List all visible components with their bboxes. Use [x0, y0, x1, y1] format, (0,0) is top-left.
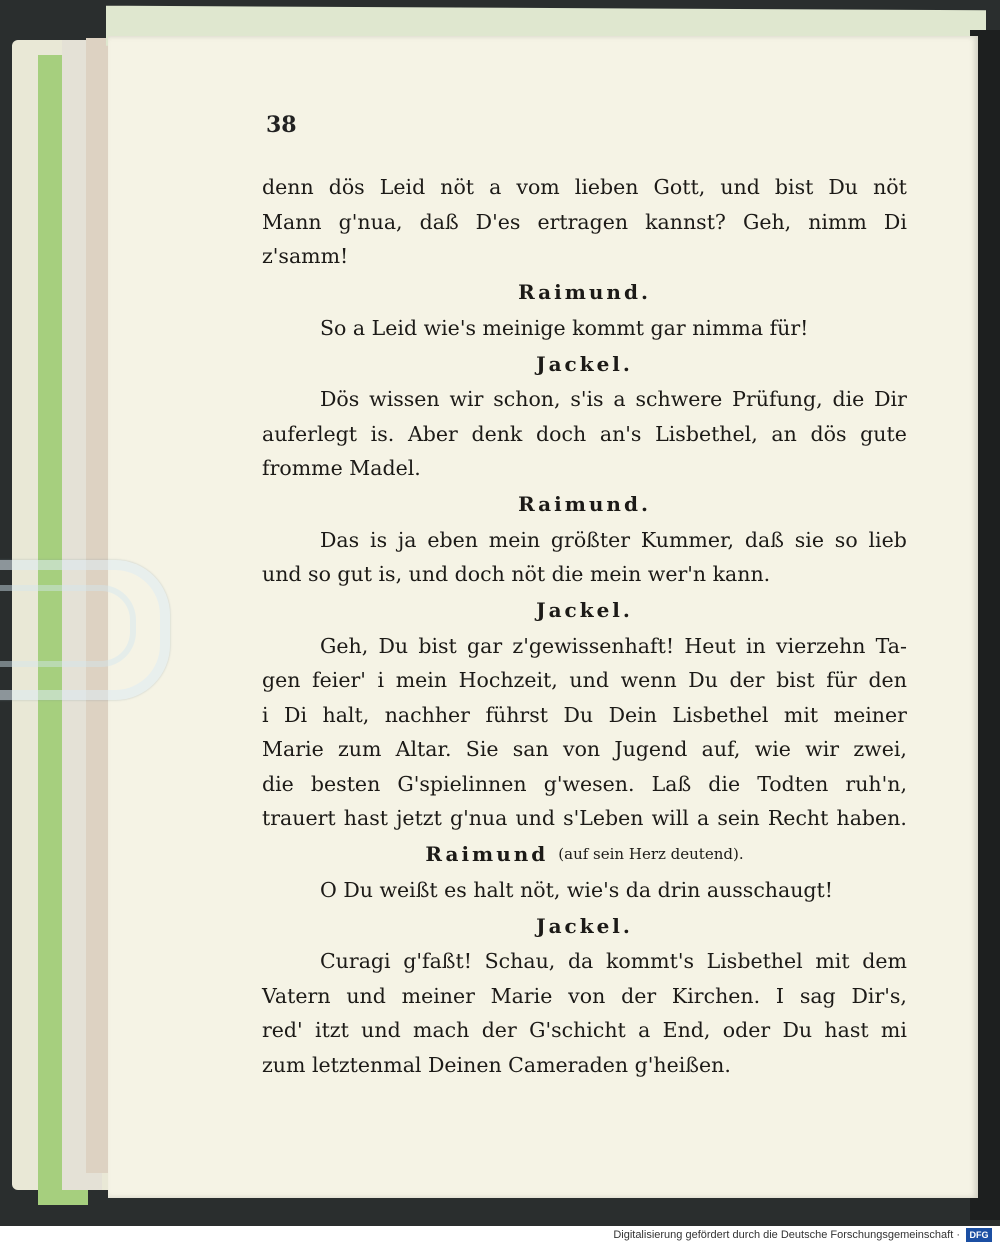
- word: nimm: [808, 209, 867, 234]
- word: und: [515, 806, 556, 831]
- word: sein: [717, 806, 760, 831]
- text-line: [262, 629, 907, 664]
- page-number: 38: [266, 112, 297, 138]
- speaker-heading: [262, 345, 907, 382]
- word: i: [377, 668, 385, 693]
- word: Kummer,: [640, 527, 735, 552]
- word: an's: [599, 421, 642, 446]
- speaker-heading: [262, 486, 907, 523]
- word: Recht: [767, 806, 829, 831]
- word: Curagi: [320, 949, 391, 974]
- speaker-name: Raimund: [425, 842, 549, 866]
- word: zum: [337, 737, 382, 762]
- word: jetzt: [396, 806, 442, 831]
- word: Jugend: [614, 737, 688, 762]
- text-line: [262, 1013, 907, 1048]
- word: mi: [880, 1018, 907, 1043]
- word: vierzehn: [776, 633, 866, 658]
- word: Prüfung,: [732, 387, 823, 412]
- word: wir: [449, 387, 484, 412]
- word: s'is: [570, 387, 604, 412]
- word: Ta-: [875, 633, 907, 658]
- word: hast: [343, 806, 388, 831]
- word: Du: [782, 1018, 813, 1043]
- word: Lisbethel: [672, 702, 769, 727]
- word: die: [262, 771, 294, 796]
- speaker-heading: [262, 592, 907, 629]
- page-clip-inner: [0, 585, 136, 667]
- word: denk: [471, 421, 523, 446]
- word: schon,: [493, 387, 561, 412]
- word: Dös: [320, 387, 360, 412]
- word: von: [568, 983, 606, 1008]
- word: Das: [320, 527, 360, 552]
- word: und: [361, 1018, 401, 1043]
- text-line: [262, 698, 907, 733]
- word: die: [708, 771, 741, 796]
- text-line: [262, 382, 907, 417]
- text-line: [262, 417, 907, 452]
- word: Kirchen.: [671, 983, 761, 1008]
- word: gen: [262, 668, 301, 693]
- word: Du: [688, 668, 718, 693]
- dfg-logo: DFG: [966, 1228, 992, 1242]
- word: Du: [378, 633, 409, 658]
- text-line: [262, 170, 907, 205]
- word: z'gewissenhaft!: [512, 633, 675, 658]
- word: End,: [662, 1018, 711, 1043]
- word: an: [771, 421, 797, 446]
- word: bist: [418, 633, 457, 658]
- word: Di: [284, 702, 308, 727]
- footer-credit: Digitalisierung gefördert durch die Deutsche Forschungsgemeinschaft ·: [613, 1229, 960, 1241]
- word: Du: [563, 702, 594, 727]
- word: größter: [550, 527, 631, 552]
- word: Dein: [608, 702, 657, 727]
- text-line: fromme Madel.: [262, 456, 421, 481]
- word: G'schicht: [529, 1018, 626, 1043]
- word: trauert: [262, 806, 336, 831]
- word: wenn: [620, 668, 677, 693]
- text-line: und so gut is, und doch nöt die mein wer'n kann.: [262, 562, 771, 587]
- word: und: [569, 668, 609, 693]
- word: Geh,: [320, 633, 369, 658]
- speaker-heading: [262, 907, 907, 944]
- word: G'spielinnen: [397, 771, 527, 796]
- word: doch: [536, 421, 587, 446]
- word: vom: [516, 175, 560, 200]
- word: daß: [744, 527, 784, 552]
- text-line: [262, 663, 907, 698]
- word: Leid: [379, 175, 426, 200]
- word: Marie: [262, 737, 324, 762]
- word: von: [562, 737, 601, 762]
- word: hast: [824, 1018, 869, 1043]
- word: Hochzeit,: [458, 668, 558, 693]
- word: s'Leben: [563, 806, 644, 831]
- word: red': [262, 1018, 303, 1043]
- word: führst: [485, 702, 548, 727]
- word: wie: [754, 737, 791, 762]
- word: g'nua,: [338, 209, 403, 234]
- speaker-name: Raimund.: [518, 280, 651, 304]
- word: will: [651, 806, 689, 831]
- word: kommt's: [605, 949, 694, 974]
- speaker-heading: [262, 836, 907, 873]
- word: sie: [794, 527, 824, 552]
- word: a: [613, 387, 626, 412]
- word: a: [489, 175, 502, 200]
- word: der: [481, 1018, 517, 1043]
- word: meiner: [833, 702, 907, 727]
- word: für: [826, 668, 857, 693]
- word: bist: [776, 668, 815, 693]
- word: D'es: [475, 209, 521, 234]
- text-line: [262, 205, 907, 240]
- word: a: [696, 806, 710, 831]
- word: in: [746, 633, 766, 658]
- word: der: [621, 983, 657, 1008]
- word: Schau,: [484, 949, 556, 974]
- text-line: z'samm!: [262, 244, 349, 269]
- word: halt,: [322, 702, 370, 727]
- word: a: [638, 1018, 651, 1043]
- word: ertragen: [537, 209, 629, 234]
- word: mach: [413, 1018, 470, 1043]
- word: denn: [262, 175, 314, 200]
- text-line: [262, 732, 907, 767]
- text-line: zum letztenmal Deinen Cameraden g'heißen.: [262, 1052, 731, 1077]
- word: Todten: [757, 771, 829, 796]
- word: Lisbethel,: [655, 421, 758, 446]
- speaker-heading: [262, 274, 907, 311]
- text-line: [262, 979, 907, 1014]
- word: Geh,: [742, 209, 792, 234]
- word: san: [512, 737, 549, 762]
- text-line: So a Leid wie's meinige kommt gar nimma für!: [320, 315, 809, 340]
- word: nöt: [873, 175, 907, 200]
- word: gute: [860, 421, 907, 446]
- word: Marie: [490, 983, 553, 1008]
- speaker-name: Raimund.: [518, 492, 651, 516]
- word: Gott,: [653, 175, 706, 200]
- word: meiner: [401, 983, 475, 1008]
- word: Di: [883, 209, 907, 234]
- word: lieb: [868, 527, 907, 552]
- word: bist: [774, 175, 814, 200]
- word: Vatern: [262, 983, 331, 1008]
- speaker-name: Jackel.: [536, 598, 633, 622]
- word: g'faßt!: [403, 949, 472, 974]
- word: dös: [328, 175, 365, 200]
- page-text: [262, 170, 907, 1082]
- word: sag: [799, 983, 836, 1008]
- word: kannst?: [645, 209, 726, 234]
- word: Mann: [262, 209, 322, 234]
- word: dem: [862, 949, 907, 974]
- speaker-name: Jackel.: [536, 351, 633, 376]
- word: daß: [419, 209, 459, 234]
- word: Dir: [874, 387, 907, 412]
- word: lieben: [574, 175, 639, 200]
- word: wir: [805, 737, 840, 762]
- word: oder: [722, 1018, 771, 1043]
- word: ja: [397, 527, 417, 552]
- word: haben.: [836, 806, 907, 831]
- word: zwei,: [853, 737, 907, 762]
- word: Altar.: [395, 737, 452, 762]
- text-line: [262, 801, 907, 836]
- word: Dir's,: [851, 983, 907, 1008]
- text-line: [262, 944, 907, 979]
- word: nöt: [440, 175, 475, 200]
- word: Heut: [684, 633, 736, 658]
- text-line: [262, 767, 907, 802]
- word: is: [370, 527, 388, 552]
- speaker-name: Jackel.: [536, 913, 633, 938]
- word: die: [832, 387, 865, 412]
- word: gar: [467, 633, 503, 658]
- word: nachher: [384, 702, 470, 727]
- word: auferlegt: [262, 421, 357, 446]
- word: Laß: [651, 771, 692, 796]
- word: dös: [810, 421, 847, 446]
- word: schwere: [635, 387, 723, 412]
- word: g'nua: [449, 806, 508, 831]
- text-line: [262, 523, 907, 558]
- word: den: [868, 668, 907, 693]
- word: mit: [815, 949, 850, 974]
- word: eben: [427, 527, 478, 552]
- word: der: [729, 668, 765, 693]
- word: g'wesen.: [543, 771, 635, 796]
- word: Aber: [407, 421, 458, 446]
- word: und: [720, 175, 760, 200]
- word: is.: [370, 421, 395, 446]
- text-line: O Du weißt es halt nöt, wie's da drin ausschaugt!: [320, 877, 834, 902]
- stage-direction: (auf sein Herz deutend).: [558, 845, 744, 863]
- word: und: [346, 983, 386, 1008]
- word: itzt: [315, 1018, 349, 1043]
- word: I: [775, 983, 785, 1008]
- word: mit: [783, 702, 819, 727]
- word: mein: [395, 668, 448, 693]
- word: Sie: [465, 737, 499, 762]
- word: da: [567, 949, 594, 974]
- word: auf,: [701, 737, 741, 762]
- word: so: [834, 527, 858, 552]
- word: wissen: [369, 387, 440, 412]
- word: i: [262, 702, 269, 727]
- word: Du: [828, 175, 859, 200]
- word: ruh'n,: [845, 771, 907, 796]
- word: mein: [488, 527, 541, 552]
- word: besten: [310, 771, 381, 796]
- word: feier': [312, 668, 366, 693]
- word: Lisbethel: [706, 949, 803, 974]
